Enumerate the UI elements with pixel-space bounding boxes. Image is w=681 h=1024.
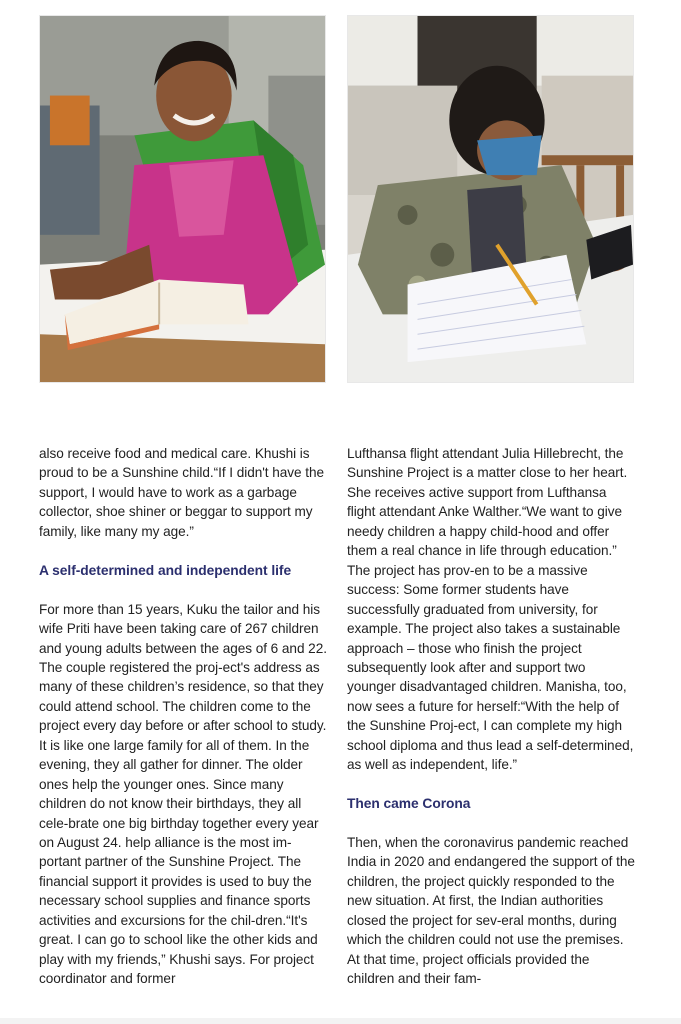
body-paragraph: also receive food and medical care. Khushi is proud to be a Sunshine child.“If I didn't have the support, I would have to work as a garbage collector, shoe shiner or beggar to support my family, like many my age.” [39, 446, 325, 539]
text-column-right [347, 444, 635, 989]
text-column-left [39, 444, 327, 989]
body-paragraph: Lufthansa flight attendant Julia Hillebrecht, the Sunshine Project is a matter close to her heart. She receives active support from Lufthansa flight attendant Anke Walther.“We want to give needy children a happy child-hood and offer them a real chance in life through education.” The project has prov-en to be a massive success: Some former students have successfully graduated from university, for example. The project also takes a sustainable approach – those who finish the project subsequently look after and support two younger disadvantaged children. Manisha, too, now sees a future for herself:“With the help of the Sunshine Proj-ect, I can complete my high school diploma and thus lead a self-determined, as well as independent, life.” [347, 446, 634, 773]
section-heading: Then came Corona [347, 796, 471, 812]
photo-girl-reading [39, 15, 326, 383]
body-paragraph: Then, when the coronavirus pandemic reached India in 2020 and endangered the support of the children, the project quickly responded to the new situation. At first, the Indian authorities closed the project for sev-eral months, during which the children could not use the premises. At that time, project officials provided the children and their fam- [347, 835, 635, 987]
body-paragraph: For more than 15 years, Kuku the tailor and his wife Priti have been taking care of 267 children and young adults between the ages of 6 and 22. The couple registered the proj-ect's address as many of these children’s residence, so that they could attend school. The children come to the project every day before or after school to study. It is like one large family for all of them. In the evening, they all gather for dinner. The older ones help the younger ones. Since many children do not know their birthdays, they all cele-brate one big birthday together every year on August 24. help alliance is the most im-portant partner of the Sunshine Project. The financial support it provides is used to buy the necessary school supplies and finance sports activities and excursions for the chil-dren.“It's great. I can go to school like the other kids and play with my friends,” Khushi says. For project coordinator and former [39, 601, 327, 987]
photo-boy-writing [347, 15, 634, 383]
section-heading: A self-determined and independent life [39, 562, 292, 578]
page-bottom-edge [0, 1018, 681, 1024]
